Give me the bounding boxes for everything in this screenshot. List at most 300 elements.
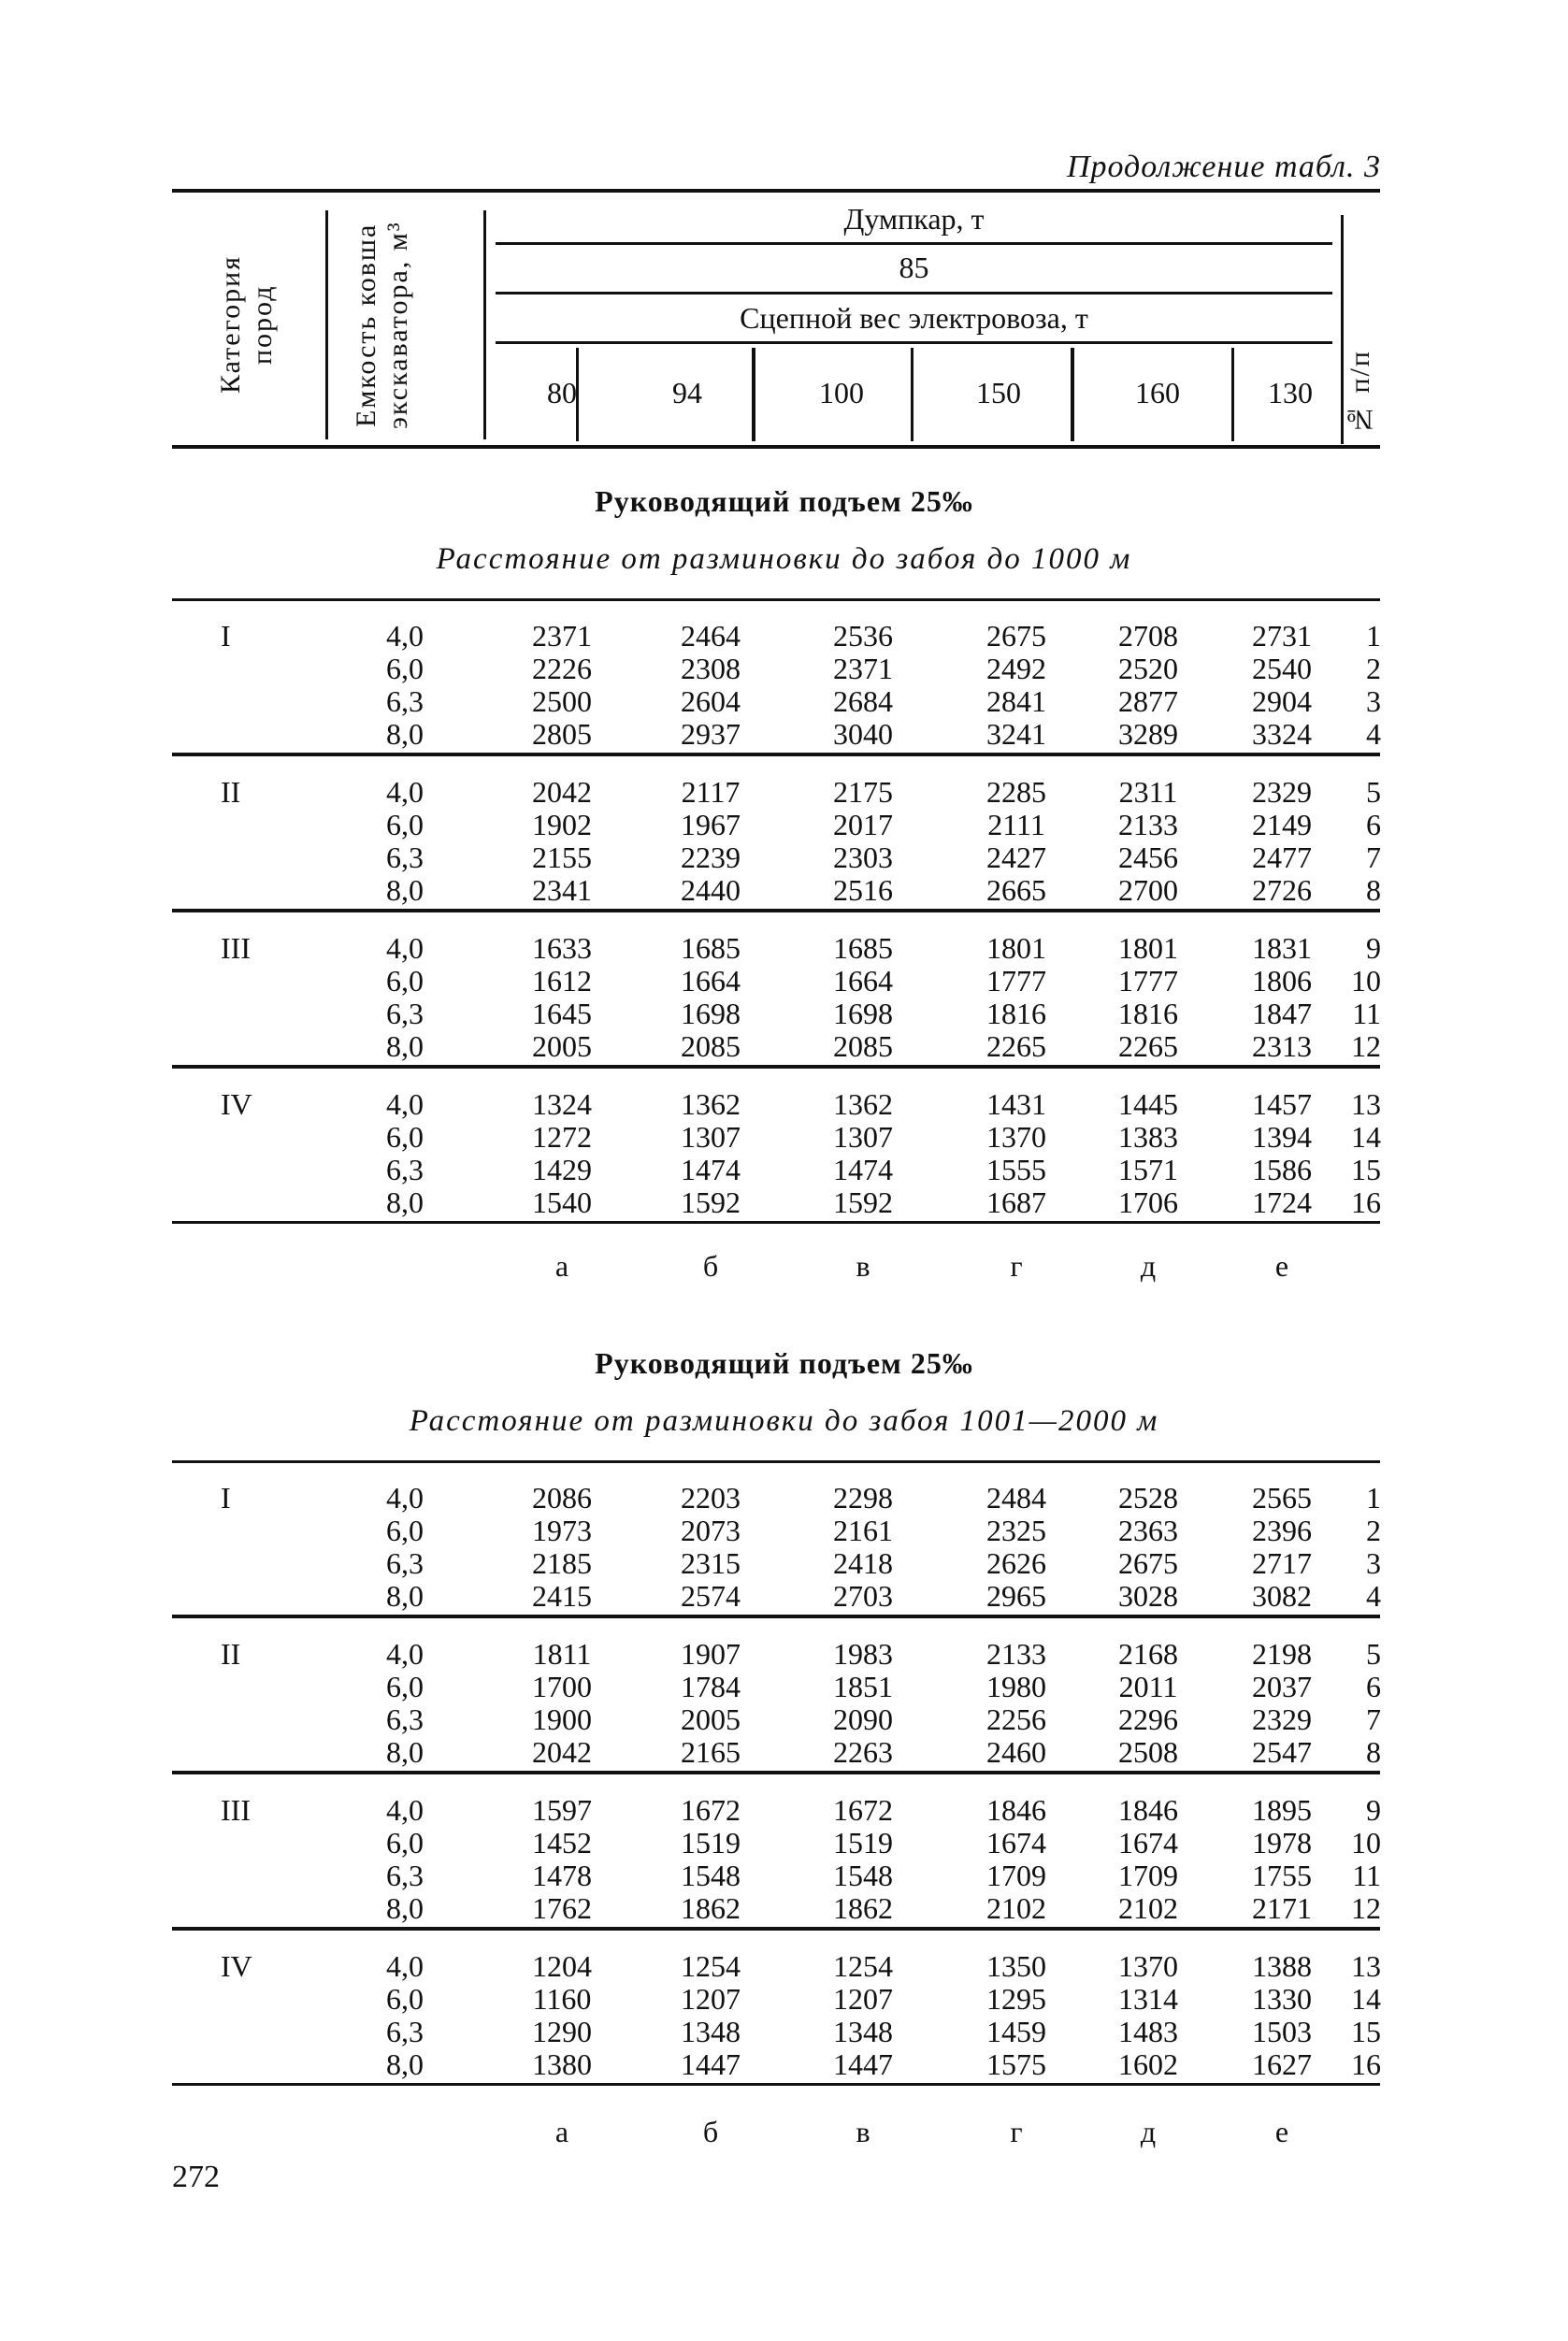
column-letter: е <box>1274 2115 1289 2148</box>
value-cell: 2171 <box>1252 1891 1312 1925</box>
column-letter: б <box>702 2115 719 2148</box>
capacity-cell: 4,0 <box>386 1637 424 1671</box>
value-cell: 1452 <box>532 1826 592 1860</box>
value-cell: 2937 <box>681 717 741 751</box>
value-cell: 2415 <box>532 1579 592 1613</box>
value-cell: 1431 <box>986 1087 1046 1121</box>
value-cell: 1672 <box>833 1793 893 1827</box>
capacity-cell: 6,0 <box>386 1982 424 2016</box>
table-row <box>0 1121 1568 1154</box>
row-number-cell: 8 <box>1366 1735 1381 1769</box>
value-cell: 1362 <box>833 1087 893 1121</box>
table-row <box>0 809 1568 841</box>
capacity-cell: 6,0 <box>386 1670 424 1703</box>
category-cell: III <box>221 931 251 965</box>
value-cell: 1459 <box>986 2015 1046 2048</box>
value-cell: 3040 <box>833 717 893 751</box>
header-capacity: Емкость ковша экскаватора, м³ <box>351 221 413 429</box>
header-category: Категория пород <box>215 255 278 395</box>
value-cell: 1519 <box>681 1826 741 1860</box>
row-number-cell: 3 <box>1366 684 1381 718</box>
value-cell: 1383 <box>1118 1120 1178 1154</box>
category-cell: IV <box>221 1087 252 1121</box>
column-letter: б <box>702 1249 719 1283</box>
value-cell: 1847 <box>1252 997 1312 1030</box>
category-cell: IV <box>221 1949 252 1983</box>
value-cell: 2877 <box>1118 684 1178 718</box>
row-number-cell: 15 <box>1351 2015 1381 2048</box>
value-cell: 2265 <box>986 1029 1046 1063</box>
value-cell: 2731 <box>1252 619 1312 653</box>
value-cell: 1207 <box>681 1982 741 2016</box>
header-divider <box>1231 348 1234 441</box>
value-cell: 1687 <box>986 1185 1046 1219</box>
table-row <box>0 965 1568 998</box>
value-cell: 1348 <box>833 2015 893 2048</box>
value-cell: 1429 <box>532 1153 592 1186</box>
section-subtitle: Расстояние от разминовки до забоя 1001—2000 м <box>409 1404 1159 1438</box>
capacity-cell: 4,0 <box>386 1087 424 1121</box>
value-cell: 2520 <box>1118 652 1178 685</box>
value-cell: 2675 <box>1118 1546 1178 1580</box>
capacity-cell: 8,0 <box>386 1891 424 1925</box>
header-weight-160: 160 <box>1135 376 1180 409</box>
value-cell: 1254 <box>681 1949 741 1983</box>
value-cell: 2011 <box>1118 1670 1178 1703</box>
value-cell: 1983 <box>833 1637 893 1671</box>
header-weight-80: 80 <box>547 376 577 409</box>
value-cell: 1709 <box>1118 1859 1178 1892</box>
value-cell: 2325 <box>986 1514 1046 1547</box>
row-number-cell: 8 <box>1366 873 1381 907</box>
value-cell: 2841 <box>986 684 1046 718</box>
row-number-cell: 7 <box>1366 1702 1381 1736</box>
value-cell: 2904 <box>1252 684 1312 718</box>
value-cell: 3289 <box>1118 717 1178 751</box>
value-cell: 2085 <box>833 1029 893 1063</box>
value-cell: 1777 <box>986 964 1046 998</box>
category-cell: II <box>221 1637 241 1671</box>
value-cell: 2427 <box>986 840 1046 874</box>
continuation-label: Продолжение табл. 3 <box>1066 150 1381 184</box>
header-divider <box>483 210 486 439</box>
value-cell: 2418 <box>833 1546 893 1580</box>
value-cell: 1474 <box>681 1153 741 1186</box>
column-letters <box>0 2115 1568 2152</box>
value-cell: 1862 <box>833 1891 893 1925</box>
value-cell: 2102 <box>986 1891 1046 1925</box>
value-cell: 2547 <box>1252 1735 1312 1769</box>
value-cell: 2540 <box>1252 652 1312 685</box>
value-cell: 2263 <box>833 1735 893 1769</box>
column-letter: а <box>554 1249 569 1283</box>
value-cell: 2226 <box>532 652 592 685</box>
value-cell: 2565 <box>1252 1481 1312 1515</box>
value-cell: 1207 <box>833 1982 893 2016</box>
table-row <box>0 932 1568 965</box>
value-cell: 2185 <box>532 1546 592 1580</box>
value-cell: 1755 <box>1252 1859 1312 1892</box>
capacity-cell: 4,0 <box>386 1949 424 1983</box>
category-cell: III <box>221 1793 251 1827</box>
value-cell: 1801 <box>986 931 1046 965</box>
value-cell: 1816 <box>986 997 1046 1030</box>
capacity-cell: 6,3 <box>386 2015 424 2048</box>
row-number-cell: 6 <box>1366 808 1381 841</box>
value-cell: 2149 <box>1252 808 1312 841</box>
value-cell: 3028 <box>1118 1579 1178 1613</box>
table-row <box>0 1983 1568 2016</box>
value-cell: 1709 <box>986 1859 1046 1892</box>
capacity-cell: 6,3 <box>386 1859 424 1892</box>
value-cell: 2111 <box>987 808 1045 841</box>
value-cell: 1627 <box>1252 2047 1312 2081</box>
value-cell: 1900 <box>532 1702 592 1736</box>
header-divider <box>1071 348 1074 441</box>
table-row <box>0 1515 1568 1547</box>
header-subrule <box>496 292 1332 294</box>
value-cell: 2296 <box>1118 1702 1178 1736</box>
capacity-cell: 6,3 <box>386 997 424 1030</box>
column-letter: д <box>1140 1249 1157 1283</box>
row-number-cell: 1 <box>1366 619 1381 653</box>
value-cell: 1380 <box>532 2047 592 2081</box>
value-cell: 1672 <box>681 1793 741 1827</box>
capacity-cell: 6,0 <box>386 1826 424 1860</box>
group-rule <box>172 1221 1380 1224</box>
row-number-cell: 11 <box>1352 997 1381 1030</box>
row-number-cell: 13 <box>1351 1949 1381 1983</box>
value-cell: 2665 <box>986 873 1046 907</box>
value-cell: 2500 <box>532 684 592 718</box>
value-cell: 1388 <box>1252 1949 1312 1983</box>
header-bottom-rule <box>172 445 1380 449</box>
value-cell: 2604 <box>681 684 741 718</box>
value-cell: 1592 <box>833 1185 893 1219</box>
row-number-cell: 15 <box>1351 1153 1381 1186</box>
row-number-cell: 16 <box>1351 2047 1381 2081</box>
group-rule <box>172 2083 1380 2086</box>
value-cell: 2371 <box>833 652 893 685</box>
header-subrule <box>496 341 1332 344</box>
table-row <box>0 1547 1568 1580</box>
column-letter: д <box>1140 2115 1157 2148</box>
value-cell: 2042 <box>532 775 592 809</box>
value-cell: 2684 <box>833 684 893 718</box>
value-cell: 1645 <box>532 997 592 1030</box>
value-cell: 1973 <box>532 1514 592 1547</box>
table-row <box>0 620 1568 653</box>
value-cell: 1706 <box>1118 1185 1178 1219</box>
value-cell: 1457 <box>1252 1087 1312 1121</box>
value-cell: 1851 <box>833 1670 893 1703</box>
table-row <box>0 1892 1568 1925</box>
value-cell: 1290 <box>532 2015 592 2048</box>
group-rule <box>172 753 1380 756</box>
value-cell: 1348 <box>681 2015 741 2048</box>
column-letter: г <box>1010 2115 1023 2148</box>
value-cell: 3324 <box>1252 717 1312 751</box>
table-row <box>0 685 1568 718</box>
value-cell: 1555 <box>986 1153 1046 1186</box>
value-cell: 1447 <box>681 2047 741 2081</box>
table-row <box>0 1950 1568 1983</box>
table-row <box>0 1703 1568 1736</box>
capacity-cell: 8,0 <box>386 1735 424 1769</box>
group-rule <box>172 1927 1380 1931</box>
value-cell: 2311 <box>1118 775 1178 809</box>
value-cell: 2675 <box>986 619 1046 653</box>
capacity-cell: 4,0 <box>386 931 424 965</box>
value-cell: 1980 <box>986 1670 1046 1703</box>
value-cell: 2700 <box>1118 873 1178 907</box>
header-weight-100: 100 <box>819 376 864 409</box>
table-row <box>0 1736 1568 1769</box>
column-letter: а <box>554 2115 569 2148</box>
value-cell: 2303 <box>833 840 893 874</box>
table-row <box>0 2016 1568 2048</box>
header-dumpcar-value: 85 <box>899 251 929 284</box>
value-cell: 2371 <box>532 619 592 653</box>
value-cell: 1801 <box>1118 931 1178 965</box>
value-cell: 2285 <box>986 775 1046 809</box>
table-row <box>0 1030 1568 1063</box>
category-cell: I <box>221 1481 231 1515</box>
value-cell: 2574 <box>681 1579 741 1613</box>
value-cell: 2805 <box>532 717 592 751</box>
table-row <box>0 2048 1568 2081</box>
section-subtitle: Расстояние от разминовки до забоя до 1000 м <box>436 542 1132 576</box>
value-cell: 2363 <box>1118 1514 1178 1547</box>
value-cell: 2037 <box>1252 1670 1312 1703</box>
value-cell: 1350 <box>986 1949 1046 1983</box>
value-cell: 2073 <box>681 1514 741 1547</box>
value-cell: 1633 <box>532 931 592 965</box>
value-cell: 1586 <box>1252 1153 1312 1186</box>
row-number-cell: 3 <box>1366 1546 1381 1580</box>
capacity-cell: 4,0 <box>386 775 424 809</box>
value-cell: 2516 <box>833 873 893 907</box>
capacity-cell: 6,3 <box>386 684 424 718</box>
header-weight-150: 150 <box>976 376 1021 409</box>
column-letter: е <box>1274 1249 1289 1283</box>
row-number-cell: 11 <box>1352 1859 1381 1892</box>
capacity-cell: 6,3 <box>386 1702 424 1736</box>
value-cell: 1685 <box>833 931 893 965</box>
value-cell: 1664 <box>833 964 893 998</box>
value-cell: 2203 <box>681 1481 741 1515</box>
row-number-cell: 10 <box>1351 964 1381 998</box>
value-cell: 2042 <box>532 1735 592 1769</box>
header-divider <box>911 348 913 441</box>
value-cell: 1295 <box>986 1982 1046 2016</box>
capacity-cell: 6,3 <box>386 1546 424 1580</box>
value-cell: 2464 <box>681 619 741 653</box>
value-cell: 1307 <box>681 1120 741 1154</box>
capacity-cell: 8,0 <box>386 1029 424 1063</box>
header-subrule <box>496 242 1332 245</box>
value-cell: 2117 <box>681 775 741 809</box>
value-cell: 1503 <box>1252 2015 1312 2048</box>
header-divider <box>752 348 755 441</box>
capacity-cell: 8,0 <box>386 717 424 751</box>
value-cell: 2626 <box>986 1546 1046 1580</box>
column-letter: в <box>856 1249 870 1283</box>
capacity-cell: 4,0 <box>386 619 424 653</box>
value-cell: 2329 <box>1252 1702 1312 1736</box>
group-rule <box>172 1615 1380 1618</box>
value-cell: 1846 <box>1118 1793 1178 1827</box>
value-cell: 2492 <box>986 652 1046 685</box>
value-cell: 2329 <box>1252 775 1312 809</box>
value-cell: 2708 <box>1118 619 1178 653</box>
value-cell: 1548 <box>681 1859 741 1892</box>
table-row <box>0 998 1568 1030</box>
value-cell: 2265 <box>1118 1029 1178 1063</box>
value-cell: 1674 <box>1118 1826 1178 1860</box>
value-cell: 1784 <box>681 1670 741 1703</box>
capacity-cell: 8,0 <box>386 2047 424 2081</box>
table-row <box>0 1671 1568 1703</box>
table-row <box>0 1580 1568 1613</box>
value-cell: 2133 <box>1118 808 1178 841</box>
value-cell: 1445 <box>1118 1087 1178 1121</box>
value-cell: 2102 <box>1118 1891 1178 1925</box>
value-cell: 1674 <box>986 1826 1046 1860</box>
table-row <box>0 1638 1568 1671</box>
value-cell: 2440 <box>681 873 741 907</box>
value-cell: 2313 <box>1252 1029 1312 1063</box>
value-cell: 1806 <box>1252 964 1312 998</box>
value-cell: 2090 <box>833 1702 893 1736</box>
table-top-rule <box>172 598 1380 601</box>
value-cell: 2005 <box>681 1702 741 1736</box>
value-cell: 2536 <box>833 619 893 653</box>
section-title: Руководящий подъем 25‰ <box>595 1346 973 1380</box>
value-cell: 2456 <box>1118 840 1178 874</box>
value-cell: 2133 <box>986 1637 1046 1671</box>
row-number-cell: 4 <box>1366 717 1381 751</box>
row-number-cell: 2 <box>1366 652 1381 685</box>
row-number-cell: 7 <box>1366 840 1381 874</box>
value-cell: 1483 <box>1118 2015 1178 2048</box>
value-cell: 2017 <box>833 808 893 841</box>
value-cell: 1685 <box>681 931 741 965</box>
value-cell: 1324 <box>532 1087 592 1121</box>
value-cell: 2239 <box>681 840 741 874</box>
value-cell: 1816 <box>1118 997 1178 1030</box>
value-cell: 1862 <box>681 1891 741 1925</box>
value-cell: 3241 <box>986 717 1046 751</box>
category-cell: I <box>221 619 231 653</box>
capacity-cell: 4,0 <box>386 1481 424 1515</box>
value-cell: 1370 <box>986 1120 1046 1154</box>
value-cell: 1548 <box>833 1859 893 1892</box>
value-cell: 2298 <box>833 1481 893 1515</box>
value-cell: 2484 <box>986 1481 1046 1515</box>
value-cell: 1307 <box>833 1120 893 1154</box>
column-letter: в <box>856 2115 870 2148</box>
value-cell: 1474 <box>833 1153 893 1186</box>
value-cell: 1575 <box>986 2047 1046 2081</box>
value-cell: 1394 <box>1252 1120 1312 1154</box>
capacity-cell: 6,0 <box>386 1514 424 1547</box>
category-cell: II <box>221 775 241 809</box>
value-cell: 1540 <box>532 1185 592 1219</box>
value-cell: 2308 <box>681 652 741 685</box>
table-row <box>0 1827 1568 1860</box>
header-dumpcar: Думпкар, т <box>843 202 985 236</box>
table-row <box>0 1482 1568 1515</box>
value-cell: 1478 <box>532 1859 592 1892</box>
value-cell: 1602 <box>1118 2047 1178 2081</box>
table-top-rule <box>172 1460 1380 1463</box>
column-letter: г <box>1010 1249 1023 1283</box>
table-row <box>0 1794 1568 1827</box>
capacity-cell: 8,0 <box>386 1579 424 1613</box>
row-number-cell: 12 <box>1351 1029 1381 1063</box>
value-cell: 2726 <box>1252 873 1312 907</box>
row-number-cell: 5 <box>1366 1637 1381 1671</box>
row-number-cell: 1 <box>1366 1481 1381 1515</box>
value-cell: 1724 <box>1252 1185 1312 1219</box>
value-cell: 2528 <box>1118 1481 1178 1515</box>
value-cell: 2965 <box>986 1579 1046 1613</box>
capacity-cell: 6,0 <box>386 652 424 685</box>
value-cell: 1895 <box>1252 1793 1312 1827</box>
value-cell: 1204 <box>532 1949 592 1983</box>
value-cell: 2086 <box>532 1481 592 1515</box>
table-row <box>0 1186 1568 1219</box>
value-cell: 1362 <box>681 1087 741 1121</box>
capacity-cell: 6,0 <box>386 1120 424 1154</box>
capacity-cell: 6,3 <box>386 1153 424 1186</box>
value-cell: 1447 <box>833 2047 893 2081</box>
capacity-cell: 4,0 <box>386 1793 424 1827</box>
header-weight-130: 130 <box>1268 376 1313 409</box>
table-row <box>0 718 1568 751</box>
page-number: 272 <box>172 2160 220 2194</box>
table-row <box>0 1860 1568 1892</box>
value-cell: 2703 <box>833 1579 893 1613</box>
value-cell: 2396 <box>1252 1514 1312 1547</box>
value-cell: 2477 <box>1252 840 1312 874</box>
value-cell: 2155 <box>532 840 592 874</box>
value-cell: 1160 <box>532 1982 592 2016</box>
value-cell: 1907 <box>681 1637 741 1671</box>
value-cell: 2168 <box>1118 1637 1178 1671</box>
capacity-cell: 6,3 <box>386 840 424 874</box>
table-row <box>0 1088 1568 1121</box>
row-number-cell: 9 <box>1366 931 1381 965</box>
value-cell: 2085 <box>681 1029 741 1063</box>
value-cell: 1592 <box>681 1185 741 1219</box>
table-row <box>0 1154 1568 1186</box>
capacity-cell: 6,0 <box>386 964 424 998</box>
row-number-cell: 13 <box>1351 1087 1381 1121</box>
value-cell: 1967 <box>681 808 741 841</box>
value-cell: 1330 <box>1252 1982 1312 2016</box>
table-row <box>0 874 1568 907</box>
value-cell: 2165 <box>681 1735 741 1769</box>
value-cell: 2256 <box>986 1702 1046 1736</box>
value-cell: 1831 <box>1252 931 1312 965</box>
group-rule <box>172 1771 1380 1774</box>
value-cell: 2315 <box>681 1546 741 1580</box>
value-cell: 1571 <box>1118 1153 1178 1186</box>
value-cell: 2717 <box>1252 1546 1312 1580</box>
row-number-cell: 16 <box>1351 1185 1381 1219</box>
